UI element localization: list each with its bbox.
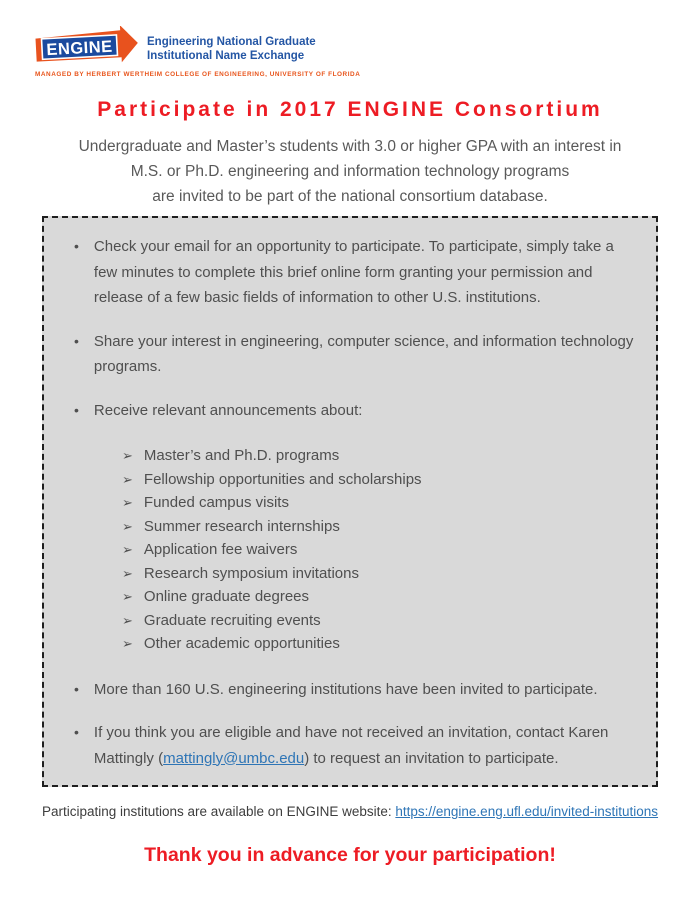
sub-item-online-degrees [122, 585, 634, 609]
sub-item-campus-visits [122, 491, 634, 515]
main-bullet-list [66, 234, 634, 423]
bullet-text [94, 720, 634, 771]
bullet-text: Share your interest in engineering, computer science, and information technology programs. [93, 332, 634, 375]
sub-item-text: Application fee waivers [143, 541, 298, 558]
arrow-bullet-icon: ➢ [122, 495, 133, 510]
logo-tagline [147, 36, 316, 63]
bullet-text: Receive relevant announcements about: [93, 401, 363, 419]
sub-item-text: Online graduate degrees [143, 588, 310, 605]
bullet-check-email [66, 234, 634, 311]
bullet-receive-announcements [66, 398, 634, 424]
bullet-text: More than 160 U.S. engineering institutions have been invited to participate. [93, 680, 598, 698]
tagline-line1: Engineering National Graduate [147, 36, 316, 48]
bullet-icon: • [74, 680, 79, 697]
sub-item-symposium [122, 562, 634, 586]
sub-item-internships [122, 515, 634, 539]
logo-header [35, 26, 665, 78]
sub-item-other-opportunities [122, 632, 634, 656]
arrow-bullet-icon: ➢ [122, 636, 133, 651]
sub-item-text: Summer research internships [143, 517, 340, 535]
intro-line1: Undergraduate and Master’s students with 3.0 or higher GPA with an interest in [78, 138, 622, 155]
bottom-bullet-list [66, 677, 634, 772]
logo-engine-text: ENGINE [46, 37, 114, 60]
intro-line3: are invited to be part of the national consortium database. [152, 188, 548, 205]
sub-item-text: Fellowship opportunities and scholarships [143, 470, 422, 488]
sub-item-text: Funded campus visits [143, 494, 289, 511]
arrow-bullet-icon: ➢ [122, 589, 133, 604]
sub-item-programs [122, 444, 634, 468]
bullet-icon: • [74, 401, 79, 418]
arrow-bullet-icon: ➢ [122, 471, 133, 487]
bullet-text: Check your email for an opportunity to participate. To participate, simply take a few minutes to complete this brief online form granting your permission and release of a few basic fields of information to other U.S. institutions. [93, 238, 614, 306]
arrow-bullet-icon: ➢ [122, 448, 133, 463]
sub-item-text: Graduate recruiting events [143, 611, 321, 629]
website-link[interactable]: https://engine.eng.ufl.edu/invited-institutions [395, 804, 659, 819]
info-box [42, 216, 658, 787]
sub-item-fellowships [122, 468, 634, 492]
footer-text: Participating institutions are available on ENGINE website: [41, 804, 396, 819]
bullet-icon: • [74, 332, 79, 349]
sub-item-text: Other academic opportunities [143, 635, 340, 652]
intro-paragraph [35, 134, 665, 209]
arrow-bullet-icon: ➢ [122, 518, 133, 534]
email-link[interactable]: mattingly@umbc.edu [163, 749, 305, 767]
bullet-icon: • [74, 724, 79, 740]
intro-line2: M.S. or Ph.D. engineering and information technology programs [130, 163, 570, 180]
bullet-icon: • [74, 238, 79, 254]
sub-item-fee-waivers [122, 538, 634, 562]
announcement-sub-list [122, 444, 634, 656]
arrow-bullet-icon: ➢ [122, 542, 133, 557]
bullet-share-interest [66, 329, 634, 380]
arrow-bullet-icon: ➢ [122, 612, 133, 628]
thank-you-message: Thank you in advance for your participation! [144, 844, 556, 866]
page-title: Participate in 2017 ENGINE Consortium [97, 98, 603, 121]
managed-by-line: MANAGED BY HERBERT WERTHEIM COLLEGE OF ENGINEERING, UNIVERSITY OF FLORIDA [35, 71, 361, 78]
contact-text-post: ) to request an invitation to participate. [304, 749, 559, 767]
footer-line [35, 804, 665, 819]
sub-item-text: Master’s and Ph.D. programs [143, 447, 340, 464]
contact-text-pre: If you think you are eligible and have not received an invitation, contact Karen Mattingly ( [93, 724, 609, 767]
sub-item-text: Research symposium invitations [143, 564, 359, 582]
bullet-more-than-160 [66, 677, 634, 703]
engine-logo [35, 26, 139, 68]
bullet-contact-karen [66, 720, 634, 771]
sub-item-recruiting-events [122, 609, 634, 633]
tagline-line2: Institutional Name Exchange [147, 49, 305, 62]
arrow-bullet-icon: ➢ [122, 565, 133, 581]
